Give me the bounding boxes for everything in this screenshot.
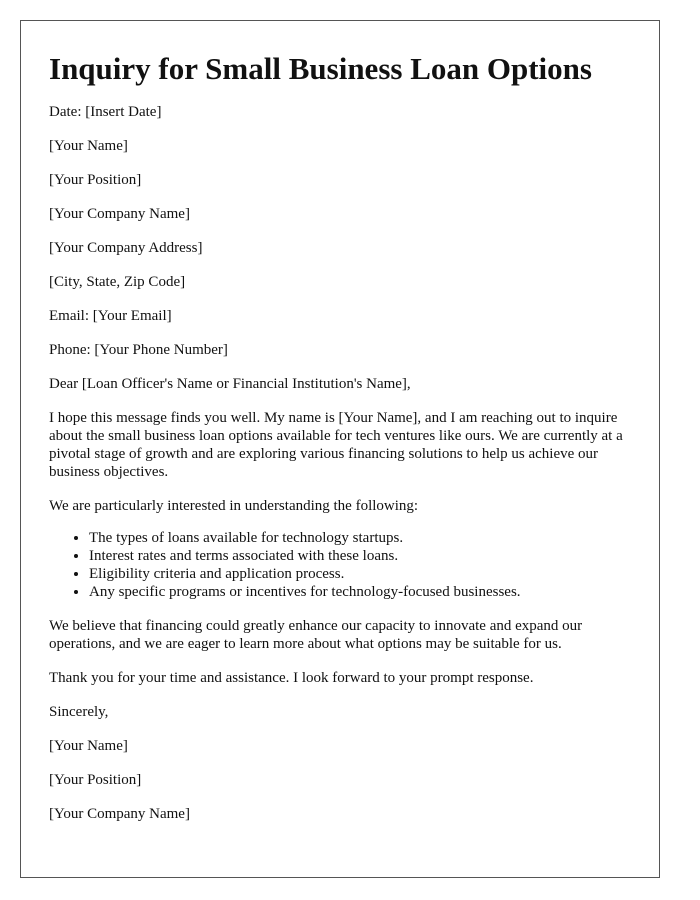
sender-email: Email: [Your Email] [49, 308, 172, 324]
salutation: Dear [Loan Officer's Name or Financial Institution's Name], [49, 376, 411, 392]
list-item: • The types of loans available for technology startups. [89, 529, 631, 547]
sender-company: [Your Company Name] [49, 206, 190, 222]
signature-name: [Your Name] [49, 738, 128, 754]
interest-intro: We are particularly interested in understanding the following: [49, 498, 419, 514]
sender-city-state-zip: [City, State, Zip Code] [49, 274, 186, 290]
thanks-paragraph: Thank you for your time and assistance. I look forward to your prompt response. [49, 670, 534, 686]
list-item: • Any specific programs or incentives for technology-focused businesses. [89, 583, 631, 601]
sender-phone: Phone: [Your Phone Number] [49, 342, 228, 358]
letter-title: Inquiry for Small Business Loan Options [49, 51, 592, 86]
list-item: • Eligibility criteria and application process. [89, 565, 631, 583]
sender-address: [Your Company Address] [49, 240, 203, 256]
intro-paragraph: I hope this message finds you well. My name is [Your Name], and I am reaching out to inquire about the small business loan options available for tech ventures like ours. We are currently at a pivotal stage of growth and are exploring various financing solutions to help us achieve our business objectives. [49, 410, 623, 480]
signature-position: [Your Position] [49, 772, 142, 788]
letter-page [20, 20, 660, 878]
list-item: • Interest rates and terms associated with these loans. [89, 547, 631, 565]
signature-company: [Your Company Name] [49, 806, 190, 822]
interest-list [49, 529, 631, 601]
signoff: Sincerely, [49, 704, 109, 720]
date-line: Date: [Insert Date] [49, 104, 162, 120]
sender-position: [Your Position] [49, 172, 142, 188]
sender-name: [Your Name] [49, 138, 128, 154]
closing-paragraph: We believe that financing could greatly enhance our capacity to innovate and expand our operations, and we are eager to learn more about what options may be suitable for us. [49, 618, 583, 652]
